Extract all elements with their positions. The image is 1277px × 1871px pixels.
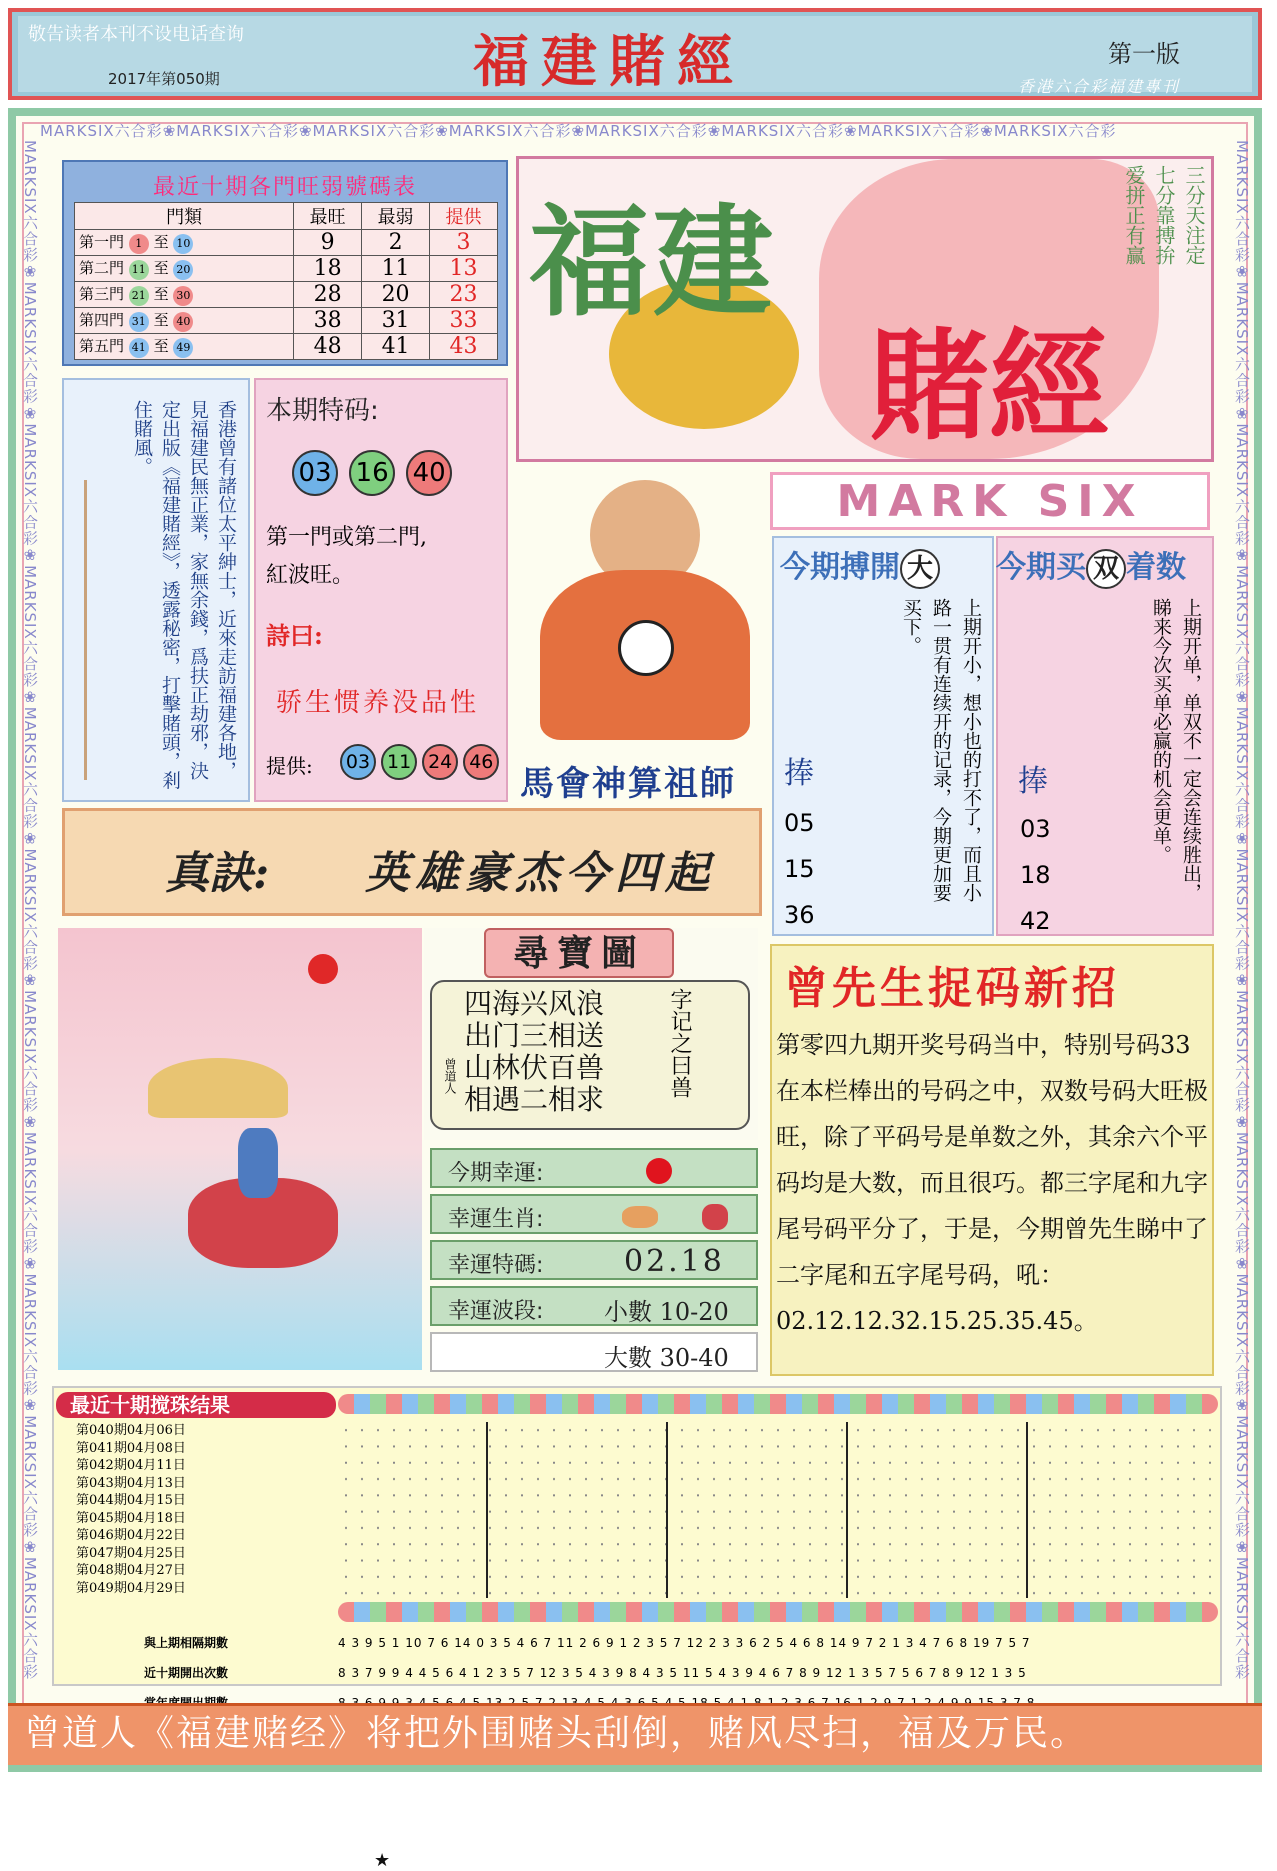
- min-cell: 41: [362, 334, 430, 360]
- sun-icon: [308, 954, 338, 984]
- banner: [516, 156, 1214, 462]
- star-icon: ★: [374, 1850, 391, 1871]
- to-word: 至: [153, 311, 169, 329]
- row-label: 第四門: [79, 311, 125, 329]
- odd-even-title-post: 着数: [1126, 550, 1186, 585]
- max-cell: 18: [294, 256, 362, 282]
- left-note-card: [62, 378, 250, 802]
- number-footer-balls: [338, 1602, 1218, 1622]
- odd-even-card: [996, 536, 1214, 936]
- banner-side-3: 爱拼正有赢: [1122, 165, 1146, 265]
- tsang-card: [770, 944, 1214, 1376]
- max-cell: 9: [294, 230, 362, 256]
- luck-row: [430, 1148, 758, 1188]
- chart-title: 最近十期搅珠结果: [70, 1393, 230, 1417]
- red-ball-icon: [646, 1158, 672, 1184]
- luck-label: 幸運特碼:: [448, 1253, 544, 1278]
- table-row: [75, 230, 498, 256]
- range-from-ball: 21: [129, 286, 149, 306]
- grid-divider: [486, 1422, 488, 1598]
- mark-six-text: MARK SIX: [836, 476, 1144, 527]
- tsang-text: 第零四九期开奖号码当中，特别号码33在本栏棒出的号码之中，双数号码大旺极旺，除了平码号是单数之外，其余六个平码均是大数，而且很巧。都三字尾和九字尾号码平分了，于是，今期曾先生睇中了二字尾和五字尾号码，吼：02.12.12.32.15.25.35.45。: [776, 1031, 1208, 1335]
- big-small-pick-label: 捧: [784, 756, 814, 791]
- ox-icon: [622, 1206, 658, 1228]
- grid-divider: [1026, 1422, 1028, 1598]
- luck-value: 小數 10-20: [604, 1298, 729, 1326]
- chart-row-label: 第045期04月18日: [76, 1510, 186, 1526]
- range-to-ball: 40: [173, 312, 193, 332]
- pick-number: 15: [784, 855, 815, 883]
- treasure-lines: [464, 988, 604, 1116]
- special-line-2: 紅波旺。: [266, 563, 355, 588]
- luck-value: 大數 30-40: [604, 1344, 729, 1372]
- header-edition: 第一版: [1108, 40, 1180, 68]
- table-header-category: 門類: [75, 203, 294, 230]
- stats-label: 近十期開出次數: [144, 1666, 229, 1680]
- chart-row-label: 第047期04月25日: [76, 1545, 186, 1561]
- to-word: 至: [153, 233, 169, 251]
- table-header-tip: 提供: [430, 203, 498, 230]
- chart-title-bar: [56, 1392, 336, 1418]
- special-title: 本期特码:: [266, 396, 379, 426]
- sage-caption: 馬會神算祖師: [520, 764, 736, 804]
- chart-row-label: 第043期04月13日: [76, 1475, 186, 1491]
- provide-number: 46: [463, 744, 499, 780]
- big-small-picks: [784, 800, 815, 938]
- stats-row: 8 3 7 9 9 4 4 5 6 4 1 2 3 5 7 12 3 5 4 3 9 8 4 3 5 11 5 4 3 9 4 6 7 8 9 12 1 3 5 7 5 6 7 8 9 12 1 3 5: [338, 1666, 1027, 1680]
- row-label: 第三門: [79, 285, 125, 303]
- treasure-title-box: [484, 928, 674, 978]
- range-from-ball: 1: [129, 234, 149, 254]
- chart-row-labels: [76, 1422, 186, 1597]
- border-text-top: MARKSIX六合彩❀MARKSIX六合彩❀MARKSIX六合彩❀MARKSIX六合彩❀MARKSIX六合彩❀MARKSIX六合彩❀MARKSIX六合彩❀MARKSIX六合彩: [40, 122, 1117, 140]
- range-to-ball: 20: [173, 260, 193, 280]
- min-cell: 20: [362, 282, 430, 308]
- sage-illustration: [530, 470, 760, 740]
- odd-even-picks: [1020, 806, 1051, 944]
- max-cell: 38: [294, 308, 362, 334]
- row-label: 第一門: [79, 233, 125, 251]
- treasure-signature: 曾道人: [443, 1058, 457, 1094]
- hot-cold-table: [74, 202, 498, 360]
- range-from-ball: 41: [129, 338, 149, 358]
- special-number: 40: [406, 450, 452, 496]
- big-small-title-text: 今期搏開: [780, 550, 900, 585]
- provide-number: 11: [381, 744, 417, 780]
- pick-number: 42: [1020, 907, 1051, 935]
- row-label: 第五門: [79, 337, 125, 355]
- table-header-max: 最旺: [294, 203, 362, 230]
- motto-text: 英雄豪杰今四起: [365, 848, 715, 899]
- provide-numbers: [340, 744, 499, 780]
- chart-row-label: 第046期04月22日: [76, 1528, 186, 1543]
- range-to-ball: 10: [173, 234, 193, 254]
- provide-number: 24: [422, 744, 458, 780]
- range-to-ball: 30: [173, 286, 193, 306]
- rooster-icon: [702, 1204, 728, 1230]
- chart-row-label: 第048期04月27日: [76, 1563, 186, 1578]
- border-text-left: MARKSIX六合彩❀MARKSIX六合彩❀MARKSIX六合彩❀MARKSIX六合彩❀MARKSIX六合彩❀MARKSIX六合彩❀MARKSIX六合彩❀MARKSIX六合彩❀MARKSIX六合彩❀MARKSIX六合彩❀MARKSIX六合彩: [21, 140, 39, 1680]
- left-note-text: 香港曾有諸位太平紳士，近來走訪福建各地，見福建民無正業，家無余錢，爲扶正劫邪，決定出版《福建賭經》，透露秘密，打擊賭頭，剎住賭風。: [131, 400, 237, 790]
- poem-label: 詩曰:: [266, 621, 323, 650]
- luck-row: [430, 1286, 758, 1326]
- to-word: 至: [153, 337, 169, 355]
- big-small-card: [772, 536, 994, 936]
- treasure-title: 尋寶圖: [512, 932, 645, 974]
- to-word: 至: [153, 259, 169, 277]
- odd-even-title-pre: 今期买: [996, 550, 1086, 585]
- luck-label: 今期幸運:: [448, 1161, 544, 1186]
- tip-cell: 3: [430, 230, 498, 256]
- treasure-line: 相遇二相求: [464, 1083, 605, 1116]
- banner-title-1: 福建: [529, 192, 777, 333]
- luck-row: [430, 1240, 758, 1280]
- chart-row-label: 第049期04月29日: [76, 1580, 186, 1596]
- luck-label: 幸運波段:: [448, 1299, 544, 1324]
- luck-row: [430, 1332, 758, 1372]
- header-title: 福建賭經: [473, 29, 745, 95]
- stats-row: 4 3 9 5 1 10 7 6 14 0 3 5 4 6 7 11 2 6 9 1 2 3 5 7 12 2 3 3 6 2 5 4 6 8 14 9 7 2 1 3 4 7 6 8 19 7 5 7: [338, 1636, 1031, 1650]
- odd-even-text: 上期开单，单双不一定会连续胜出，睇来今次买单必赢的机会更单。: [1150, 598, 1202, 902]
- luck-value: 02.18: [624, 1244, 725, 1279]
- rider-icon: [238, 1128, 278, 1198]
- motto-banner: [62, 808, 762, 916]
- range-from-ball: 31: [129, 312, 149, 332]
- min-cell: 11: [362, 256, 430, 282]
- banner-side-1: 三分天注定: [1182, 165, 1206, 265]
- yin-yang-icon: [618, 620, 674, 676]
- special-number: 03: [292, 450, 338, 496]
- row-label: 第二門: [79, 259, 125, 277]
- table-row: [75, 308, 498, 334]
- hot-cold-table-panel: [62, 160, 508, 366]
- table-title: 最近十期各門旺弱號碼表: [152, 175, 417, 200]
- treasure-panel: [424, 928, 758, 1140]
- special-number: 16: [349, 450, 395, 496]
- pick-number: 05: [784, 809, 815, 837]
- table-row: [75, 256, 498, 282]
- big-small-pick: 大: [900, 549, 940, 589]
- pick-number: 03: [1020, 815, 1051, 843]
- special-line-1: 第一門或第二門,: [266, 525, 427, 550]
- tip-cell: 23: [430, 282, 498, 308]
- luck-row: [430, 1194, 758, 1234]
- range-to-ball: 49: [173, 338, 193, 358]
- special-code-card: [254, 378, 508, 802]
- poem-line: 骄生惯养没品性: [276, 688, 480, 718]
- big-small-title: [780, 542, 940, 589]
- footer-banner: [8, 1703, 1262, 1765]
- grid-divider: [666, 1422, 668, 1598]
- pick-number: 36: [784, 901, 815, 929]
- table-row: [75, 282, 498, 308]
- rider-illustration: [58, 928, 422, 1370]
- draw-dot-grid: [338, 1422, 1218, 1598]
- number-header-balls: [338, 1394, 1218, 1414]
- chart-row-label: 第040期04月06日: [76, 1423, 186, 1438]
- tsang-title: 曾先生捉码新招: [784, 963, 1120, 1014]
- stats-label: 與上期相隔期數: [144, 1636, 229, 1650]
- header-inner: [18, 16, 1252, 96]
- min-cell: 31: [362, 308, 430, 334]
- big-small-text: 上期开小，想小也的打不了，而且小路一贯有连续开的记录，今期更加要买下。: [900, 598, 982, 902]
- chart-row-label: 第044期04月15日: [76, 1493, 186, 1508]
- tip-cell: 33: [430, 308, 498, 334]
- pick-number: 18: [1020, 861, 1051, 889]
- treasure-line: 出门三相送: [464, 1019, 605, 1052]
- chart-row-label: 第041期04月08日: [76, 1440, 186, 1456]
- draw-results-chart: [52, 1386, 1222, 1686]
- chart-row-label: 第042期04月11日: [76, 1458, 186, 1473]
- tip-cell: 43: [430, 334, 498, 360]
- header-bar: [8, 8, 1262, 100]
- header-subtitle: 香港六合彩福建專刊: [1018, 77, 1181, 96]
- treasure-side: 字记之曰兽: [667, 988, 692, 1098]
- banner-side-2: 七分靠搏拚: [1152, 165, 1176, 265]
- to-word: 至: [153, 285, 169, 303]
- odd-even-title: [996, 542, 1186, 589]
- grid-divider: [846, 1422, 848, 1598]
- luck-label: 幸運生肖:: [448, 1207, 544, 1232]
- tip-cell: 13: [430, 256, 498, 282]
- mark-six-banner: [770, 472, 1210, 530]
- provide-number: 03: [340, 744, 376, 780]
- provide-label: 提供:: [266, 754, 313, 778]
- banner-title-2: 賭經: [869, 316, 1109, 457]
- treasure-line: 山林伏百兽: [464, 1051, 605, 1084]
- max-cell: 48: [294, 334, 362, 360]
- max-cell: 28: [294, 282, 362, 308]
- footer-text: 曾道人《福建赌经》将把外围赌头刮倒，赌风尽扫，福及万民。: [24, 1713, 1089, 1754]
- treasure-line: 四海兴风浪: [464, 987, 605, 1020]
- odd-even-pick: 双: [1086, 549, 1126, 589]
- border-text-right: MARKSIX六合彩❀MARKSIX六合彩❀MARKSIX六合彩❀MARKSIX六合彩❀MARKSIX六合彩❀MARKSIX六合彩❀MARKSIX六合彩❀MARKSIX六合彩❀MARKSIX六合彩❀MARKSIX六合彩❀MARKSIX六合彩: [1233, 140, 1251, 1680]
- special-numbers: [292, 450, 452, 496]
- table-header-min: 最弱: [362, 203, 430, 230]
- hut-roof: [148, 1058, 288, 1118]
- range-from-ball: 11: [129, 260, 149, 280]
- header-notice: 敬告读者本刊不设电话查询: [28, 24, 244, 45]
- header-issue: 2017年第050期: [108, 70, 220, 88]
- min-cell: 2: [362, 230, 430, 256]
- table-row: [75, 334, 498, 360]
- odd-even-pick-label: 捧: [1018, 764, 1048, 799]
- motto-label: 真訣:: [165, 848, 270, 899]
